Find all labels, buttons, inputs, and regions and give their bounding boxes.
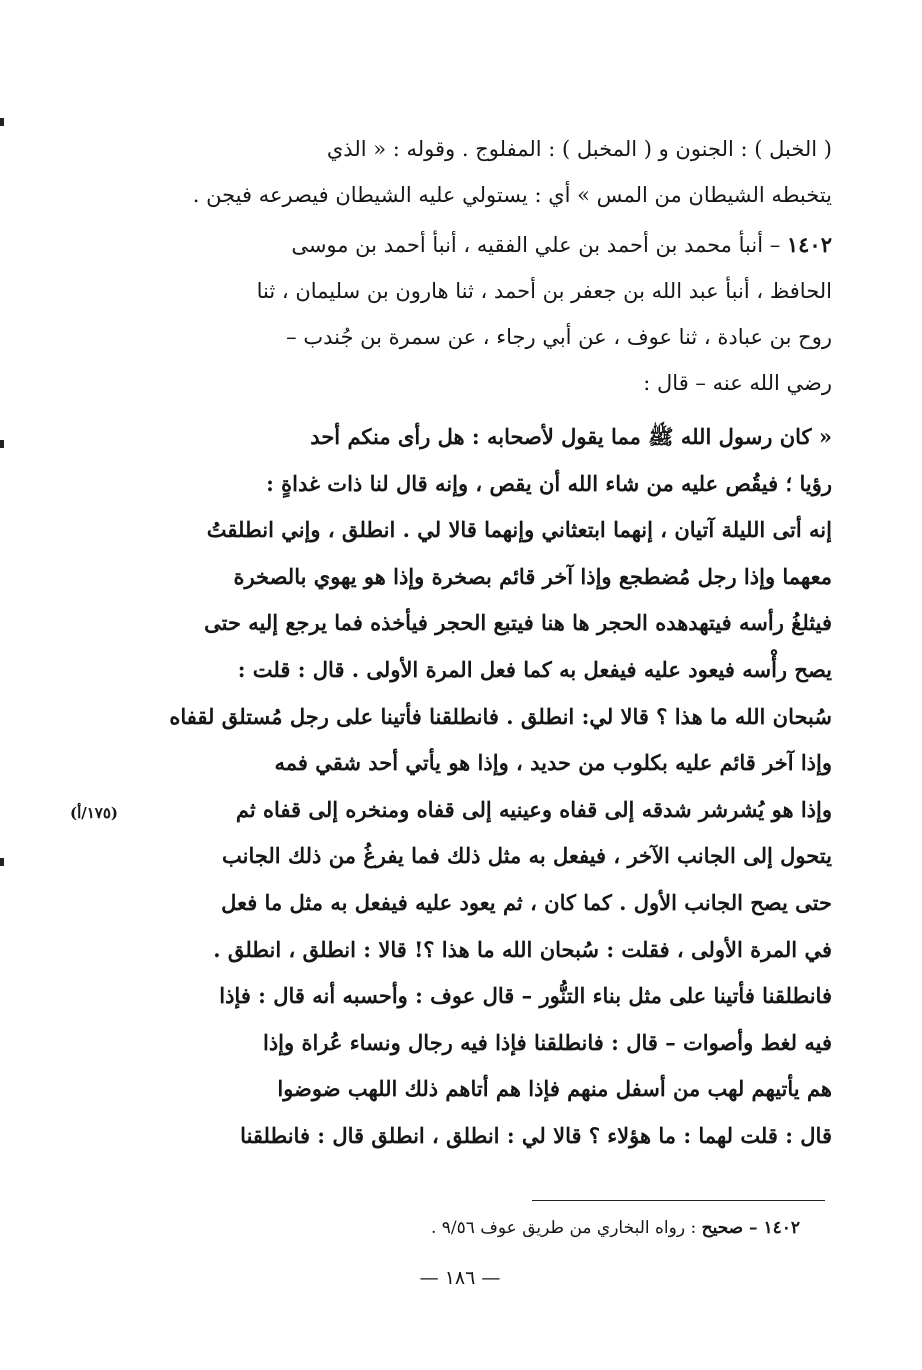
hadith-line: رؤيا ؛ فيقُص عليه من شاء الله أن يقص ، وإنه قال لنا ذات غداةٍ : <box>266 470 832 496</box>
footnote-text: : رواه البخاري من طريق عوف ٩/٥٦ . <box>430 1218 702 1238</box>
main-text <box>132 126 832 1160</box>
scan-edge-mark <box>0 858 4 866</box>
intro-line: ( الخبل ) : الجنون و ( المخبل ) : المفلوج . وقوله : « الذي <box>326 137 832 161</box>
hadith-line: « كان رسول الله ﷺ مما يقول لأصحابه : هل رأى منكم أحد <box>310 424 832 449</box>
hadith-line: حتى يصح الجانب الأول . كما كان ، ثم يعود عليه فيفعل به مثل ما فعل <box>221 889 832 915</box>
intro-line: يتخبطه الشيطان من المس » أي : يستولي عليه الشيطان فيصرعه فيجن . <box>192 183 832 207</box>
hadith-line: وإذا هو يُشرشر شدقه إلى قفاه وعينيه إلى قفاه ومنخره إلى قفاه ثم <box>235 796 832 822</box>
hadith-line: يتحول إلى الجانب الآخر ، فيفعل به مثل ذلك فما يفرغُ من ذلك الجانب <box>221 843 832 869</box>
isnad-line: رضي الله عنه – قال : <box>643 371 832 395</box>
page-number: — ١٨٦ — <box>419 1267 501 1289</box>
isnad-line: روح بن عبادة ، ثنا عوف ، عن أبي رجاء ، عن سمرة بن جُندب – <box>286 325 832 349</box>
hadith-line: في المرة الأولى ، فقلت : سُبحان الله ما هذا ؟! قالا : انطلق ، انطلق . <box>213 936 832 962</box>
footnote-divider <box>532 1200 825 1201</box>
hadith-line: فيثلغُ رأسه فيتهدهده الحجر ها هنا فيتبع الحجر فيأخذه فما يرجع إليه حتى <box>204 610 832 636</box>
isnad-text: – أنبأ محمد بن أحمد بن علي الفقيه ، أنبأ أحمد بن موسى <box>291 233 787 257</box>
hadith-number: ١٤٠٢ <box>786 232 832 257</box>
hadith-line: هم يأتيهم لهب من أسفل منهم فإذا هم أتاهم ذلك اللهب ضوضوا <box>277 1076 832 1102</box>
scan-edge-mark <box>0 118 4 126</box>
hadith-line: معهما وإذا رجل مُضطجع وإذا آخر قائم بصخرة وإذا هو يهوي بالصخرة <box>233 563 832 589</box>
hadith-line: فانطلقنا فأتينا على مثل بناء التنُّور – قال عوف : وأحسبه أنه قال : فإذا <box>219 983 832 1009</box>
footnote <box>280 1218 800 1238</box>
hadith-line: إنه أتى الليلة آتيان ، إنهما ابتعثاني وإنهما قالا لي . انطلق ، وإني انطلقتُ <box>206 517 832 543</box>
hadith-line: وإذا آخر قائم عليه بكلوب من حديد ، وإذا هو يأتي أحد شقي فمه <box>274 750 832 776</box>
manuscript-folio-note: (١٧٥/أ) <box>70 804 119 822</box>
isnad-line <box>132 222 832 268</box>
hadith-line: قال : قلت لهما : ما هؤلاء ؟ قالا لي : انطلق ، انطلق قال : فانطلقنا <box>240 1122 832 1148</box>
hadith-line: يصح رأْسه فيعود عليه فيفعل به كما فعل المرة الأولى . قال : قلت : <box>237 656 832 682</box>
isnad-line: الحافظ ، أنبأ عبد الله بن جعفر بن أحمد ، ثنا هارون بن سليمان ، ثنا <box>256 279 832 303</box>
footnote-number: ١٤٠٢ <box>763 1218 800 1238</box>
footnote-grade: – صحيح <box>701 1218 764 1238</box>
hadith-line: فيه لغط وأصوات – قال : فانطلقنا فإذا فيه رجال ونساء عُراة وإذا <box>263 1029 832 1055</box>
scan-edge-mark <box>0 440 4 448</box>
hadith-line: سُبحان الله ما هذا ؟ قالا لي: انطلق . فانطلقنا فأتينا على رجل مُستلق لقفاه <box>169 703 832 729</box>
